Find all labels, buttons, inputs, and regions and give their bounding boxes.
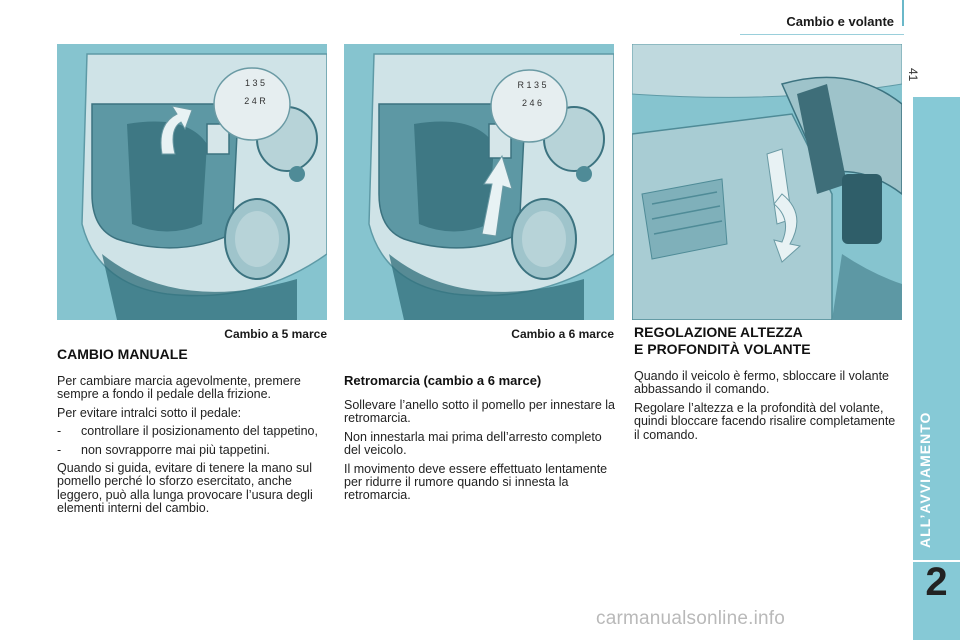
page-number: 41 — [906, 68, 920, 82]
header-accent-bar — [902, 0, 904, 26]
list-item — [57, 425, 329, 438]
paragraph: Regolare l’altezza e la profondità del volante, quindi bloccare facendo risalire completamente il comando. — [634, 400, 896, 442]
list-item-text: non sovrapporre mai più tappetini. — [81, 442, 271, 457]
list-item — [57, 444, 329, 457]
paragraph: Il movimento deve essere effettuato lentamente per ridurre il rumore quando si innesta la retromarcia. — [344, 461, 608, 503]
knob-pattern-bottom: 2 4 R — [244, 96, 266, 106]
figure-6-speed-gearbox — [344, 44, 614, 320]
chapter-number: 2 — [925, 560, 948, 604]
knob-pattern-bottom: 2 4 6 — [521, 98, 543, 108]
figure-caption-5-speed: Cambio a 5 marce — [224, 327, 327, 341]
figure-steering-adjustment — [632, 44, 902, 320]
section-title: CAMBIO MANUALE — [57, 346, 188, 362]
section-title — [634, 324, 904, 358]
paragraph: Sollevare l’anello sotto il pomello per innestare la retromarcia. — [344, 398, 615, 426]
paragraph: Per evitare intralci sotto il pedale: — [57, 405, 242, 420]
section-title: Retromarcia (cambio a 6 marce) — [344, 373, 542, 388]
figure-caption-6-speed: Cambio a 6 marce — [511, 327, 614, 341]
running-header: Cambio e volante — [786, 14, 894, 29]
paragraph: Non innestarla mai prima dell’arresto completo del veicolo. — [344, 429, 602, 458]
knob-pattern-top: 1 3 5 — [244, 78, 266, 88]
section-title-line-1: REGOLAZIONE ALTEZZA — [634, 324, 803, 340]
chapter-title: ALL’AVVIAMENTO — [917, 411, 933, 548]
figure-5-speed-gearbox — [57, 44, 327, 320]
section-title-line-2: E PROFONDITÀ VOLANTE — [634, 341, 811, 357]
bullet-dash: - — [57, 424, 62, 439]
paragraph: Quando il veicolo è fermo, sbloccare il volante abbassando il comando. — [634, 369, 889, 397]
list-item-text: controllare il posizionamento del tappetino, — [81, 424, 318, 439]
paragraph: Per cambiare marcia agevolmente, premere sempre a fondo il pedale della frizione. — [57, 374, 301, 402]
knob-pattern-top: R 1 3 5 — [517, 80, 547, 90]
section-manual-gearbox — [57, 346, 329, 521]
section-reverse-gear — [344, 373, 616, 508]
watermark: carmanualsonline.info — [596, 608, 786, 629]
chapter-tab — [913, 97, 960, 640]
header-rule — [740, 34, 904, 35]
bullet-dash: - — [57, 442, 62, 457]
paragraph: Quando si guida, evitare di tenere la mano sul pomello perché lo sforzo esercitato, anche leggero, può alla lunga provocare l’usura degli elementi interni del cambio. — [57, 461, 313, 516]
section-steering-adjustment — [634, 324, 904, 447]
